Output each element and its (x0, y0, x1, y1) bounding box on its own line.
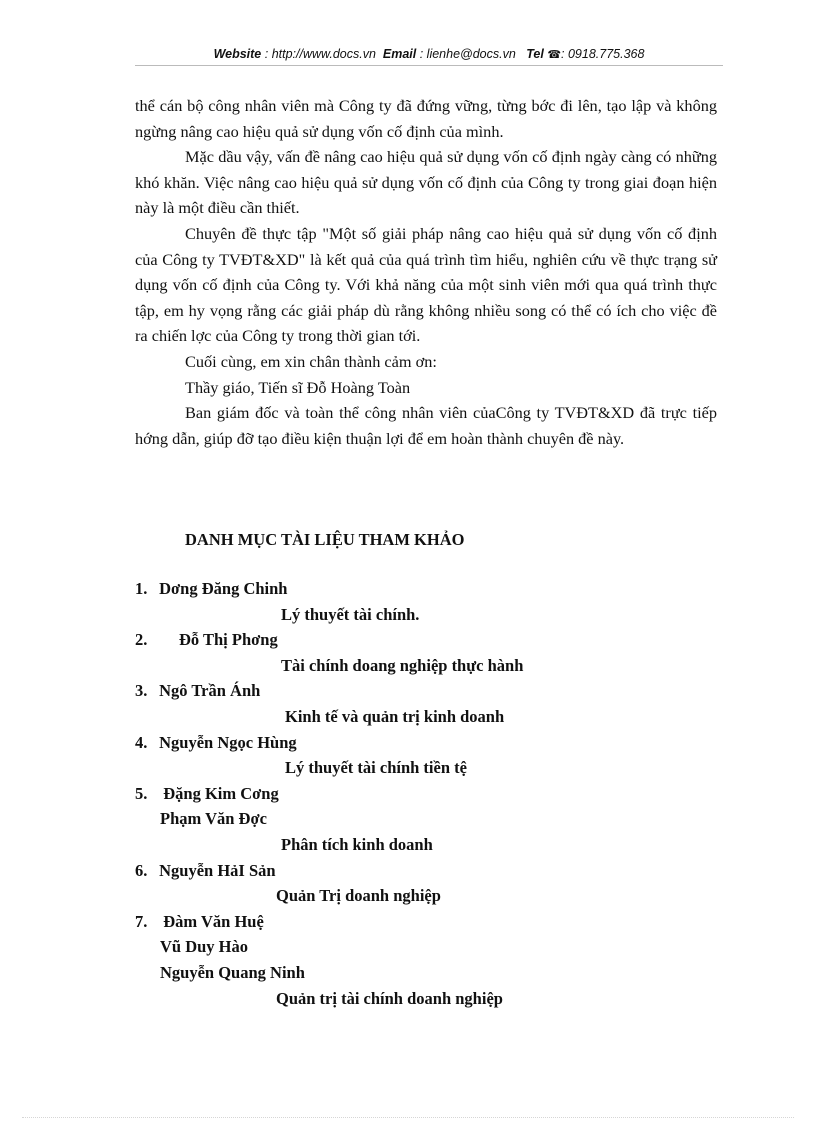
reference-author-line: 3. Ngô Trần Ánh (135, 681, 261, 701)
reference-author-line: 2. Đỗ Thị Phơng (135, 630, 278, 650)
reference-title: Tài chính doang nghiệp thực hành (281, 655, 524, 675)
paragraph: Ban giám đốc và toàn thể công nhân viên củaCông ty TVĐT&XD đã trực tiếp hớng dẫn, giúp đỡ tạo điều kiện thuận lợi để em hoàn thành chuyên đề này. (135, 403, 717, 448)
reference-title: Lý thuyết tài chính tiền tệ (285, 758, 467, 778)
email-label: Email (382, 47, 417, 61)
paragraph: Thầy giáo, Tiến sĩ Đỗ Hoàng Toàn (185, 377, 411, 397)
references-list (135, 576, 695, 1011)
tel-value: : 0918.775.368 (561, 47, 645, 61)
reference-author-line: 6. Nguyễn HảI Sản (135, 860, 276, 880)
page-header (135, 47, 723, 66)
reference-title: Kinh tế và quản trị kinh doanh (285, 706, 505, 726)
reference-author-line: 5. Đặng Kim Cơng (135, 783, 279, 803)
reference-title: Phân tích kinh doanh (281, 834, 433, 854)
paragraph: Chuyên đề thực tập "Một số giải pháp nâng cao hiệu quả sử dụng vốn cố định của Công ty TVĐT&XD" là kết quả của quá trình tìm hiểu, nghiên cứu về thực trạng sử dụng vốn cố định của Công ty. Với khả năng của một sinh viên mới qua quá trình thực tập, em hy vọng rằng các giải pháp dù rằng không nhiều song có thể có ích cho việc đề ra chiến lợc của Công ty trong thời gian tới. (135, 223, 717, 346)
reference-author-line: Phạm Văn Đợc (160, 809, 267, 829)
paragraph: Cuối cùng, em xin chân thành cảm ơn: (185, 351, 437, 371)
reference-author-line: 4. Nguyễn Ngọc Hùng (135, 732, 297, 752)
body-text (135, 93, 717, 451)
reference-author-line: Vũ Duy Hào (160, 937, 249, 957)
reference-title: Lý thuyết tài chính. (281, 604, 420, 624)
email-value: : lienhe@docs.vn (419, 47, 516, 61)
reference-title: Quản trị tài chính doanh nghiệp (276, 988, 503, 1008)
reference-author-line: Nguyễn Quang Ninh (160, 962, 305, 982)
website-label: Website (213, 47, 262, 61)
reference-author-line: 1. Dơng Đăng Chinh (135, 579, 288, 598)
phone-icon: ☎ (547, 49, 562, 61)
references-heading: DANH MỤC TÀI LIỆU THAM KHẢO (185, 530, 465, 549)
paragraph: Mặc dầu vậy, vấn đề nâng cao hiệu quả sử dụng vốn cố định ngày càng có những khó khăn. Việc nâng cao hiệu quả sử dụng vốn cố định của Công ty trong giai đoạn hiện này là một điều cần thiết. (135, 147, 717, 218)
paragraph: thể cán bộ công nhân viên mà Công ty đã đứng vững, từng bớc đi lên, tạo lập và không ngừng nâng cao hiệu quả sử dụng vốn cố định của mình. (135, 96, 717, 141)
reference-title: Quản Trị doanh nghiệp (276, 886, 441, 906)
tel-label: Tel (526, 47, 544, 61)
reference-author-line: 7. Đàm Văn Huệ (135, 911, 264, 931)
website-value: : http://www.docs.vn (264, 47, 376, 61)
footer-divider (22, 1117, 794, 1118)
